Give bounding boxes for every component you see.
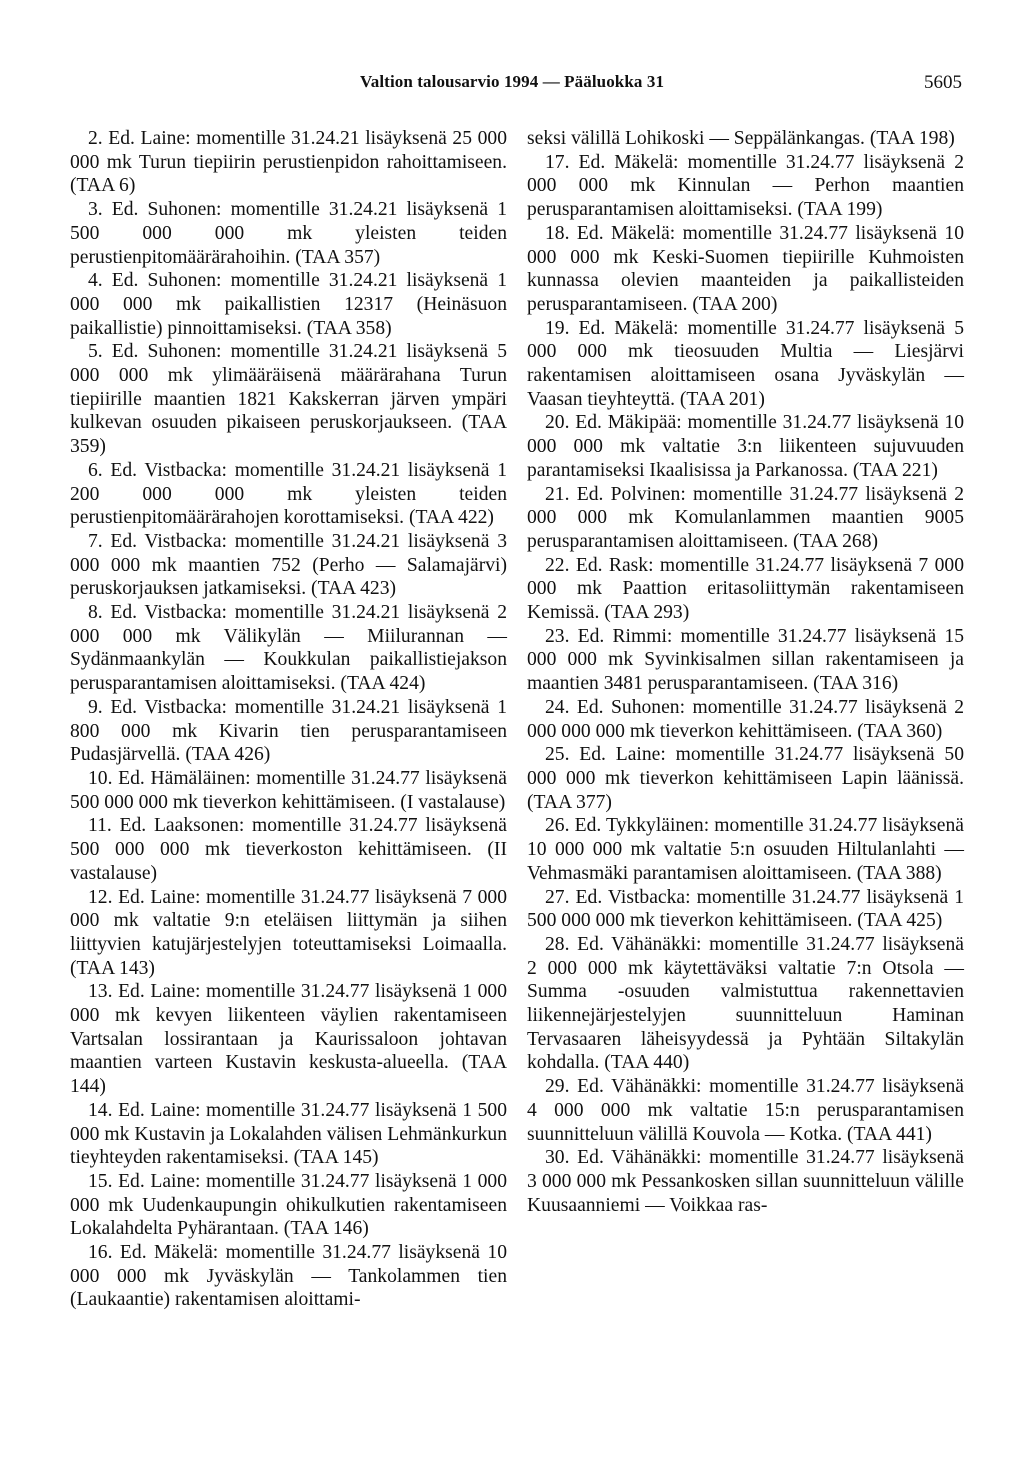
list-item: 7. Ed. Vistbacka: momentille 31.24.21 lisäyksenä 3 000 000 mk maantien 752 (Perho — Salamajärvi) peruskorjauksen jatkamiseksi. (TAA 423) [70,530,507,600]
list-item-continuation: seksi välillä Lohikoski — Seppälänkangas. (TAA 198) [527,128,955,149]
list-item: 27. Ed. Vistbacka: momentille 31.24.77 lisäyksenä 1 500 000 000 mk tieverkon kehittämiseen. (TAA 425) [527,886,964,932]
list-item: 28. Ed. Vähänäkki: momentille 31.24.77 lisäyksenä 2 000 000 mk käytettäväksi valtatie 7:n Otsola — Summa -osuuden valmistuttua rakennettavien liikennejärjestelyjen suunnitteluun Haminan Tervasaaren läheisyydessä ja Pyhtään Siltakylän kohdalla. (TAA 440) [527,933,964,1074]
list-item: 9. Ed. Vistbacka: momentille 31.24.21 lisäyksenä 1 800 000 mk Kivarin tien perusparantamiseen Pudasjärvellä. (TAA 426) [70,696,507,766]
page-header [0,72,1024,96]
list-item: 29. Ed. Vähänäkki: momentille 31.24.77 lisäyksenä 4 000 000 mk valtatie 15:n perusparantamisen suunnitteluun välillä Kouvola — Kotka. (TAA 441) [527,1076,964,1145]
list-item: 5. Ed. Suhonen: momentille 31.24.21 lisäyksenä 5 000 000 mk ylimääräisenä määrärahana Turun tiepiirille maantien 1821 Kakskerran järven ympäri kulkevan osuuden pikaiseen peruskorjaukseen. (TAA 359) [70,341,507,458]
left-column [70,127,507,1312]
right-column [527,127,964,1217]
list-item: 11. Ed. Laaksonen: momentille 31.24.77 lisäyksenä 500 000 000 mk tieverkoston kehittämiseen. (II vastalause) [70,815,507,884]
list-item: 21. Ed. Polvinen: momentille 31.24.77 lisäyksenä 2 000 000 mk Komulanlammen maantien 9005 perusparantamisen aloittamiseen. (TAA 268) [527,483,964,552]
list-item: 23. Ed. Rimmi: momentille 31.24.77 lisäyksenä 15 000 000 mk Syvinkisalmen sillan rakentamiseen ja maantien 3481 perusparantamiseen. (TAA 316) [527,625,964,695]
list-item: 10. Ed. Hämäläinen: momentille 31.24.77 lisäyksenä 500 000 000 mk tieverkon kehittämiseen. (I vastalause) [70,767,507,813]
list-item: 2. Ed. Laine: momentille 31.24.21 lisäyksenä 25 000 000 mk Turun tiepiirin perustienpidon rahoittamiseen. (TAA 6) [70,128,507,197]
list-item: 18. Ed. Mäkelä: momentille 31.24.77 lisäyksenä 10 000 000 mk Keski-Suomen tiepiirille Kuhmoisten kunnassa olevien maanteiden ja paikallisteiden perusparantamiseen. (TAA 200) [527,222,964,315]
list-item: 30. Ed. Vähänäkki: momentille 31.24.77 lisäyksenä 3 000 000 mk Pessankosken sillan suunnitteluun välille Kuusaanniemi — Voikkaa ras- [527,1147,964,1216]
list-item: 19. Ed. Mäkelä: momentille 31.24.77 lisäyksenä 5 000 000 mk tieosuuden Multia — Liesjärvi rakentamisen aloittamiseen osana Jyväskylän — Vaasan tieyhteyttä. (TAA 201) [527,317,964,410]
list-item: 13. Ed. Laine: momentille 31.24.77 lisäyksenä 1 000 000 mk kevyen liikenteen väylien rakentamiseen Vartsalan lossirantaan ja Kaurissaloon johtavan maantien varteen Kustavin keskusta-alueella. (TAA 144) [70,981,507,1098]
list-item: 8. Ed. Vistbacka: momentille 31.24.21 lisäyksenä 2 000 000 mk Välikylän — Miilurannan — Sydänmaankylän — Koukkulan paikallistiejakson perusparantamisen aloittamiseksi. (TAA 424) [70,602,507,695]
list-item: 24. Ed. Suhonen: momentille 31.24.77 lisäyksenä 2 000 000 000 mk tieverkon kehittämiseen. (TAA 360) [527,696,964,742]
list-item: 6. Ed. Vistbacka: momentille 31.24.21 lisäyksenä 1 200 000 000 mk yleisten teiden perustienpitomäärärahojen korottamiseksi. (TAA 422) [70,459,507,529]
list-item: 15. Ed. Laine: momentille 31.24.77 lisäyksenä 1 000 000 mk Uudenkaupungin ohikulkutien rakentamiseen Lokalahdelta Pyhärantaan. (TAA 146) [70,1170,507,1240]
list-item: 17. Ed. Mäkelä: momentille 31.24.77 lisäyksenä 2 000 000 mk Kinnulan — Perhon maantien perusparantamisen aloittamiseksi. (TAA 199) [527,151,964,221]
list-item: 4. Ed. Suhonen: momentille 31.24.21 lisäyksenä 1 000 000 mk paikallistien 12317 (Heinäsuon paikallistie) pinnoittamiseksi. (TAA 358) [70,270,507,339]
list-item: 22. Ed. Rask: momentille 31.24.77 lisäyksenä 7 000 000 mk Paattion eritasoliittymän rakentamiseen Kemissä. (TAA 293) [527,554,964,624]
list-item: 25. Ed. Laine: momentille 31.24.77 lisäyksenä 50 000 000 mk tieverkon kehittämiseen Lapin läänissä. (TAA 377) [527,744,964,813]
list-item: 14. Ed. Laine: momentille 31.24.77 lisäyksenä 1 500 000 mk Kustavin ja Lokalahden välisen Lehmänkurkun tieyhteyden rakentamiseksi. (TAA 145) [70,1099,507,1169]
list-item: 20. Ed. Mäkipää: momentille 31.24.77 lisäyksenä 10 000 000 mk valtatie 3:n liikenteen sujuvuuden parantamiseksi Ikaalisissa ja Parkanossa. (TAA 221) [527,412,964,481]
list-item: 3. Ed. Suhonen: momentille 31.24.21 lisäyksenä 1 500 000 000 mk yleisten teiden perustienpitomäärärahoihin. (TAA 357) [70,199,507,268]
running-title: Valtion talousarvio 1994 — Pääluokka 31 [359,72,665,91]
page-number: 5605 [924,72,962,93]
list-item: 12. Ed. Laine: momentille 31.24.77 lisäyksenä 7 000 000 mk valtatie 9:n eteläisen liittymän ja siihen liittyvien katujärjestelyjen toteuttamiseksi Loimaalla. (TAA 143) [70,886,507,979]
list-item: 16. Ed. Mäkelä: momentille 31.24.77 lisäyksenä 10 000 000 mk Jyväskylän — Tankolammen tien (Laukaantie) rakentamisen aloittami- [70,1242,507,1311]
list-item: 26. Ed. Tykkyläinen: momentille 31.24.77 lisäyksenä 10 000 000 mk valtatie 5:n osuuden Hiltulanlahti — Vehmasmäki parantamisen aloittamiseen. (TAA 388) [527,815,964,884]
